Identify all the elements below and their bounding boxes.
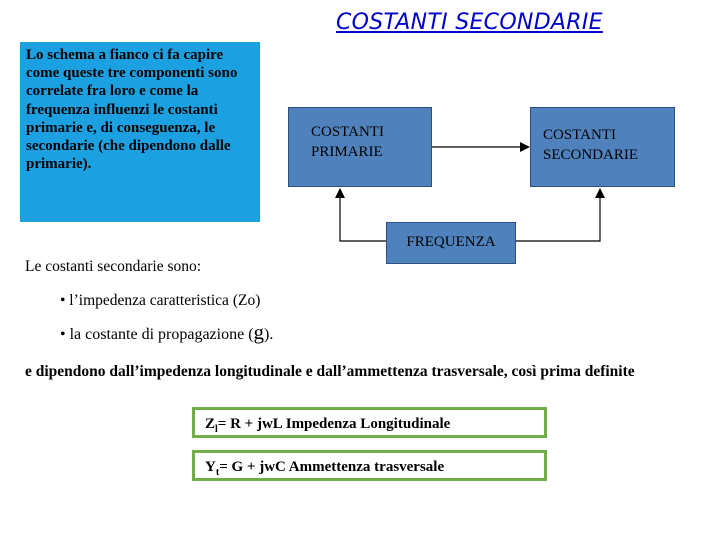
secondary-constants-box: COSTANTI SECONDARIE	[530, 107, 675, 187]
intro-text-box: Lo schema a fianco ci fa capire come queste tre componenti sono correlate fra loro e come la frequenza influenzi le costanti primarie e, di conseguenza, le secondarie (che dipendono dalle primarie).	[20, 42, 260, 222]
propagation-symbol: g	[253, 320, 265, 344]
list-item-impedance: • l’impedenza caratteristica (Zo)	[60, 292, 261, 309]
lead-text: Le costanti secondarie sono:	[25, 258, 202, 275]
list-item-close: ).	[264, 326, 274, 343]
primary-constants-box: COSTANTI PRIMARIE	[288, 107, 432, 187]
formula-rhs: = G + jwC Ammettenza trasversale	[219, 459, 445, 475]
formula-lhs: Y	[205, 459, 216, 475]
arrowhead-right	[520, 142, 530, 152]
arrow-frequency-to-secondary	[516, 189, 600, 241]
formula-lhs: Z	[205, 416, 216, 432]
arrowhead-secondary	[595, 188, 605, 198]
formula-transversal	[192, 450, 547, 481]
arrow-frequency-to-primary	[340, 189, 386, 241]
page-title: COSTANTI SECONDARIE	[336, 10, 603, 35]
formula-subscript: t	[215, 467, 220, 478]
formula-rhs: = R + jwL Impedenza Longitudinale	[217, 416, 451, 432]
list-item-text: • la costante di propagazione (	[60, 326, 254, 343]
list-item-propagation	[60, 320, 273, 345]
formula-longitudinal	[192, 407, 547, 438]
frequency-box: FREQUENZA	[386, 222, 516, 264]
explanation-text: e dipendono dall’impedenza longitudinale e dall’ammettenza trasversale, così prima definite	[25, 363, 635, 380]
formula-subscript: l	[215, 424, 218, 435]
arrowhead-primary	[335, 188, 345, 198]
